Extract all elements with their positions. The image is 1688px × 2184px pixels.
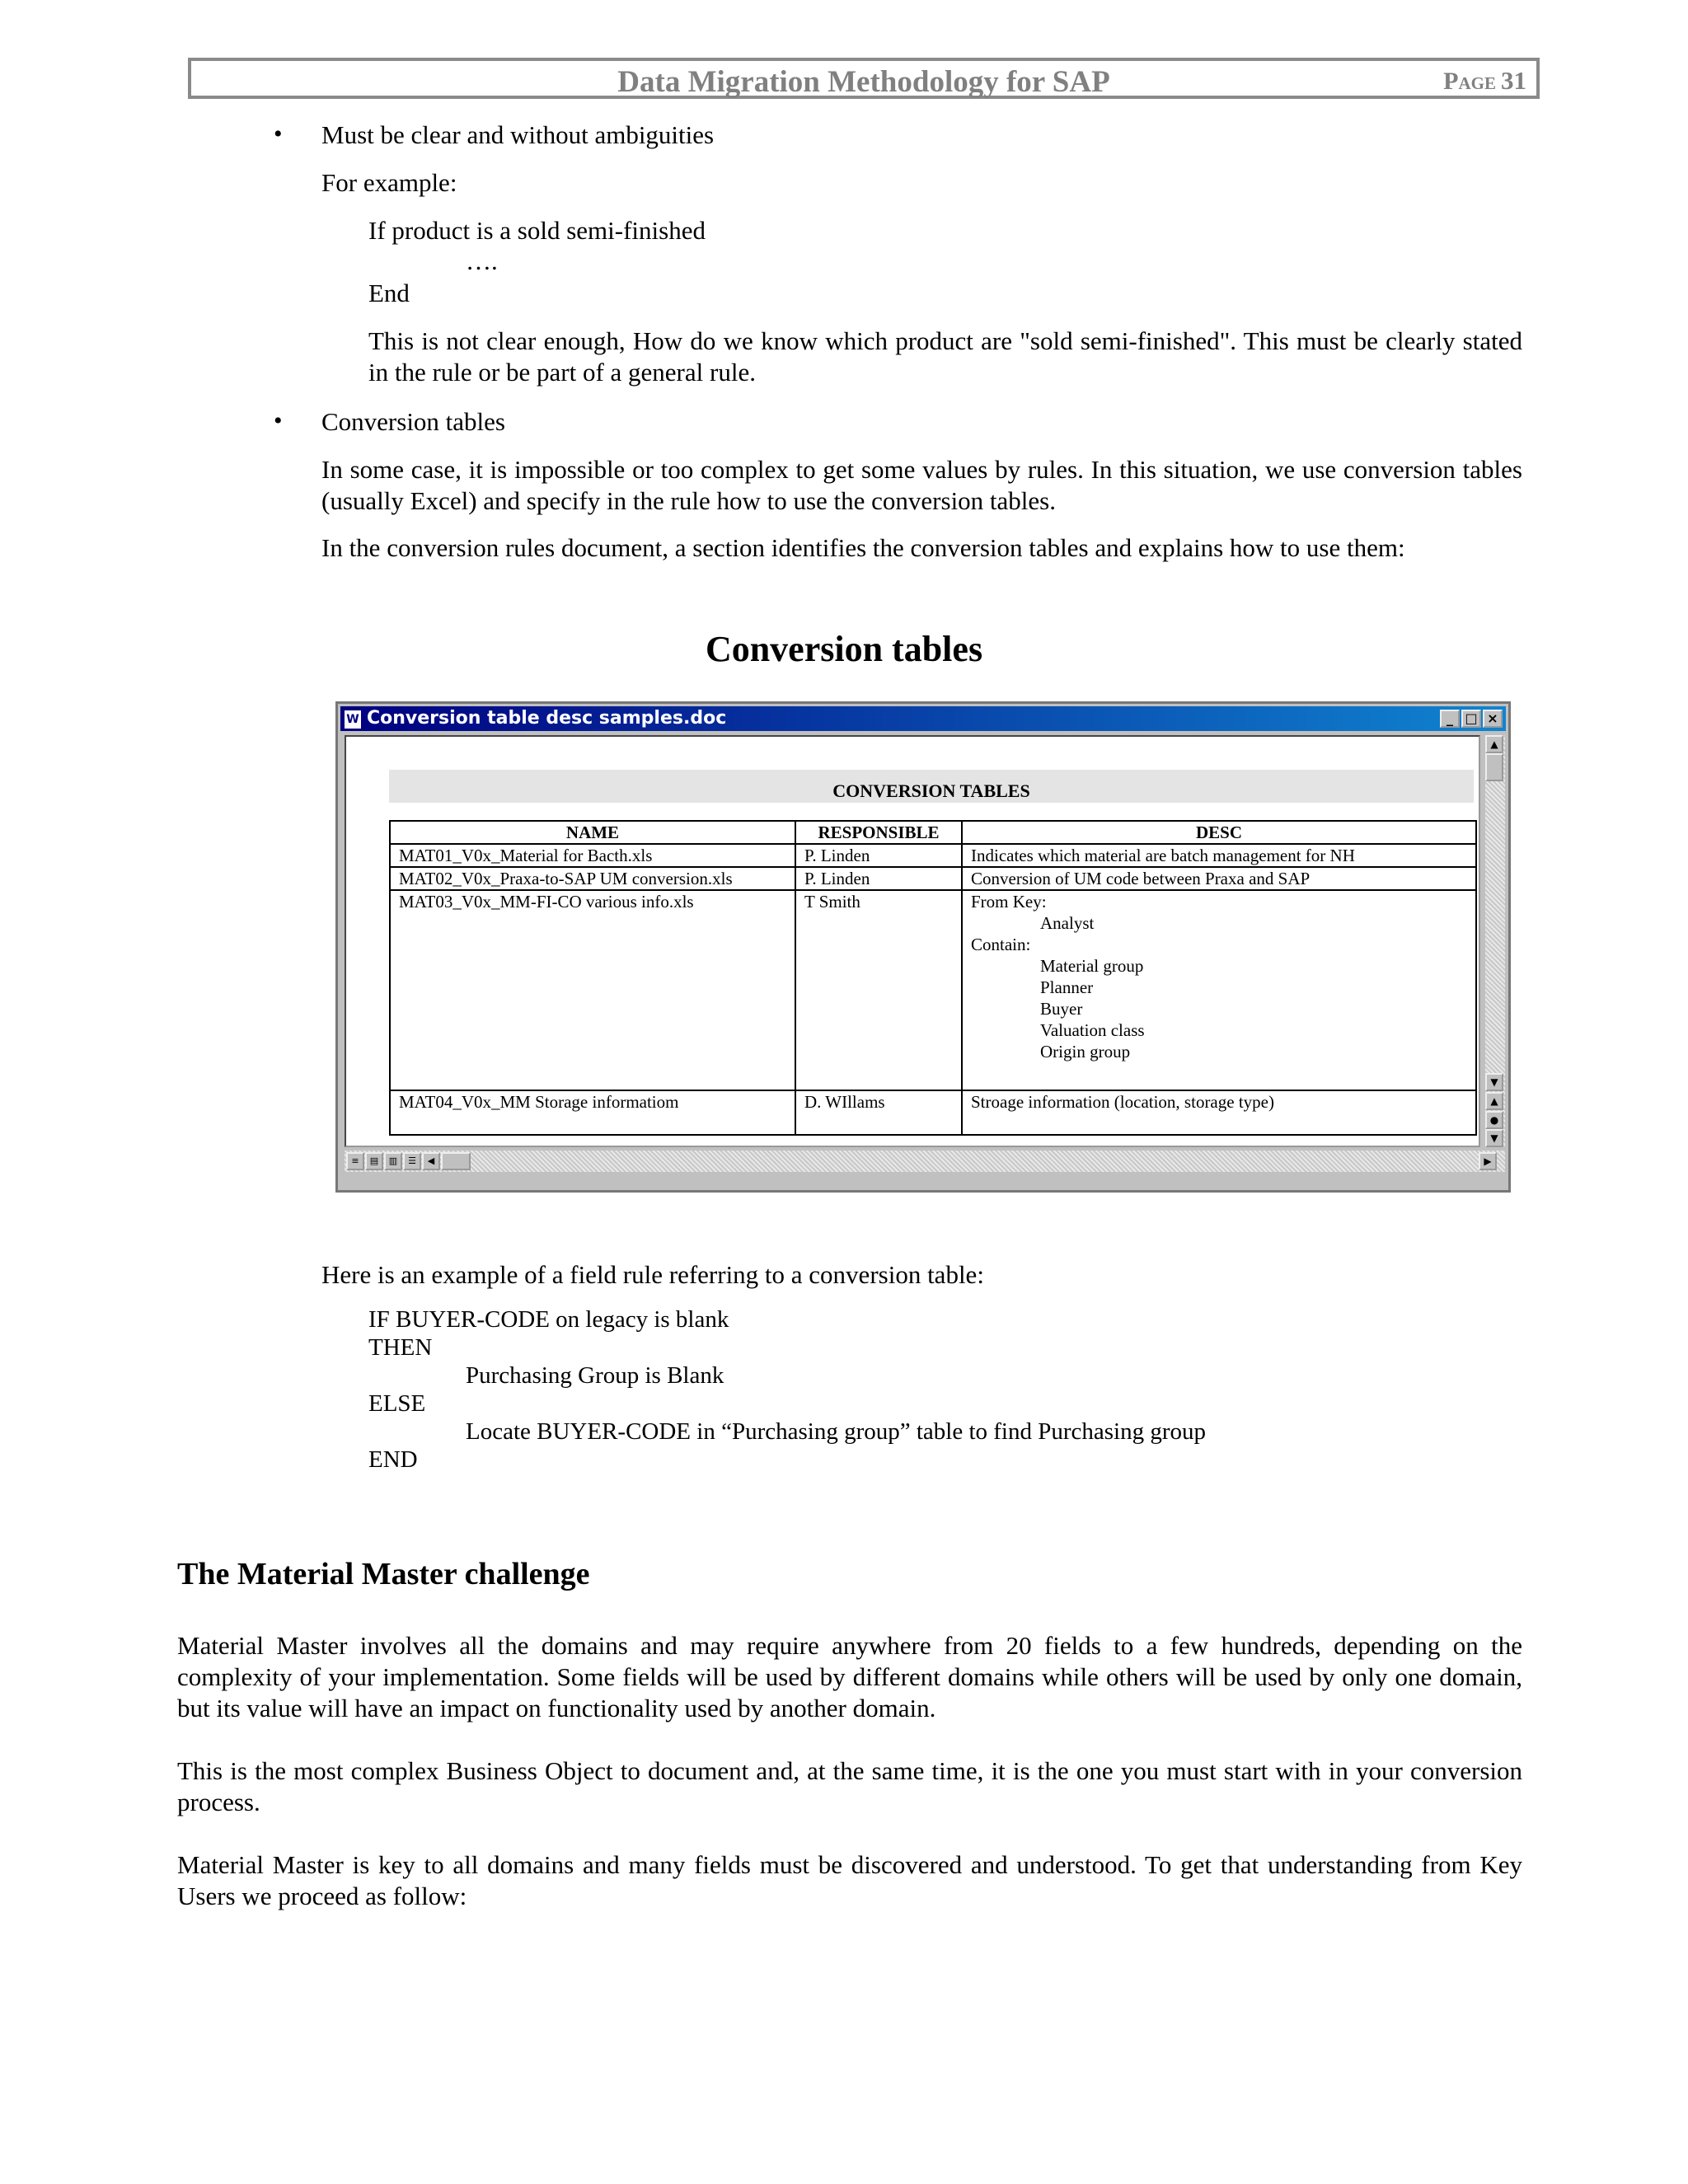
document-window xyxy=(335,701,1511,1193)
rule-line: IF BUYER-CODE on legacy is blank xyxy=(368,1306,729,1333)
scroll-thumb[interactable] xyxy=(1485,753,1503,781)
code-line: End xyxy=(368,279,410,307)
paragraph: In some case, it is impossible or too complex to get some values by rules. In this situation, we use conversion tables (usually Excel) and specify in the rule how to use the conversion tables. xyxy=(321,455,1522,515)
paragraph: Here is an example of a field rule referring to a conversion table: xyxy=(321,1260,984,1289)
cell-responsible: P. Linden xyxy=(795,844,962,867)
desc-key: Analyst xyxy=(1040,913,1095,933)
cell-name: MAT04_V0x_MM Storage informatiom xyxy=(390,1090,795,1135)
desc-contain-label: Contain: xyxy=(971,935,1031,954)
desc-contain-item: Material group xyxy=(1040,956,1144,976)
window-title-bar xyxy=(340,706,1506,731)
bullet-text: Must be clear and without ambiguities xyxy=(321,120,715,149)
table-row xyxy=(390,1090,1476,1135)
desc-key-label: From Key: xyxy=(971,892,1047,912)
web-view-icon[interactable]: ▤ xyxy=(365,1152,383,1170)
page-header xyxy=(188,58,1540,99)
window-title: Conversion table desc samples.doc xyxy=(367,708,727,729)
scroll-up-icon[interactable]: ▲ xyxy=(1485,735,1503,753)
table-heading: CONVERSION TABLES xyxy=(389,770,1474,803)
cell-desc: Indicates which material are batch management for NH xyxy=(962,844,1476,867)
page-view-icon[interactable]: ▥ xyxy=(384,1152,402,1170)
maximize-icon[interactable]: □ xyxy=(1461,710,1481,728)
column-header: DESC xyxy=(962,821,1476,844)
word-doc-icon: W xyxy=(344,710,362,729)
cell-name: MAT03_V0x_MM-FI-CO various info.xls xyxy=(390,890,795,1090)
column-header: NAME xyxy=(390,821,795,844)
bullet-icon: • xyxy=(274,120,283,148)
code-line: If product is a sold semi-finished xyxy=(368,216,706,245)
desc-contain-item: Valuation class xyxy=(1040,1020,1145,1040)
scroll-left-icon[interactable]: ◀ xyxy=(422,1152,440,1170)
close-icon[interactable]: × xyxy=(1483,710,1503,728)
cell-name: MAT01_V0x_Material for Bacth.xls xyxy=(390,844,795,867)
cell-desc: Stroage information (location, storage type) xyxy=(962,1090,1476,1135)
desc-contain-item: Buyer xyxy=(1040,999,1083,1019)
cell-responsible: P. Linden xyxy=(795,867,962,890)
column-header: RESPONSIBLE xyxy=(795,821,962,844)
cell-name: MAT02_V0x_Praxa-to-SAP UM conversion.xls xyxy=(390,867,795,890)
table-row xyxy=(390,844,1476,867)
document-title: Data Migration Methodology for SAP xyxy=(617,65,1110,99)
cell-responsible: D. WIllams xyxy=(795,1090,962,1135)
page-number-value: 31 xyxy=(1501,66,1526,95)
select-browse-object-icon[interactable]: ● xyxy=(1485,1111,1503,1129)
paragraph: This is the most complex Business Object to document and, at the same time, it is the one you must start with in your conversion process. xyxy=(177,1756,1522,1816)
desc-contain-item: Origin group xyxy=(1040,1042,1131,1062)
code-line: …. xyxy=(466,246,498,275)
minimize-icon[interactable]: _ xyxy=(1440,710,1460,728)
table-header-row xyxy=(390,821,1476,844)
rule-line: Purchasing Group is Blank xyxy=(466,1362,724,1389)
scroll-thumb[interactable] xyxy=(441,1152,471,1170)
scroll-right-icon[interactable]: ▶ xyxy=(1479,1152,1497,1170)
paragraph: Material Master is key to all domains and many fields must be discovered and understood. To get that understanding from Key Users we proceed as follow: xyxy=(177,1850,1522,1910)
table-row xyxy=(390,890,1476,1090)
page-label: Page xyxy=(1443,68,1496,95)
outline-view-icon[interactable]: ☰ xyxy=(403,1152,421,1170)
scroll-down-icon[interactable]: ▼ xyxy=(1485,1073,1503,1091)
document-content xyxy=(345,735,1480,1147)
rule-line: Locate BUYER-CODE in “Purchasing group” table to find Purchasing group xyxy=(466,1418,1207,1445)
horizontal-scrollbar[interactable] xyxy=(345,1151,1505,1172)
conversion-table xyxy=(389,820,1477,1136)
example-intro: For example: xyxy=(321,168,457,197)
vertical-scrollbar[interactable] xyxy=(1485,735,1505,1147)
bullet-icon: • xyxy=(274,407,283,434)
cell-desc xyxy=(962,890,1476,1090)
normal-view-icon[interactable]: ≡ xyxy=(346,1152,364,1170)
view-buttons xyxy=(346,1152,471,1170)
desc-contain-item: Planner xyxy=(1040,977,1094,997)
rule-line: END xyxy=(368,1446,418,1473)
table-row xyxy=(390,867,1476,890)
cell-desc: Conversion of UM code between Praxa and SAP xyxy=(962,867,1476,890)
next-page-icon[interactable]: ▼ xyxy=(1485,1129,1503,1147)
rule-line: THEN xyxy=(368,1334,433,1361)
page-number xyxy=(1443,66,1526,96)
window-controls xyxy=(1440,710,1503,728)
bullet-text: Conversion tables xyxy=(321,407,505,436)
previous-page-icon[interactable]: ▲ xyxy=(1485,1092,1503,1110)
section-title: The Material Master challenge xyxy=(177,1557,590,1591)
figure-title: Conversion tables xyxy=(705,629,983,669)
cell-responsible: T Smith xyxy=(795,890,962,1090)
paragraph: Material Master involves all the domains and may require anywhere from 20 fields to a few hundreds, depending on the complexity of your implementation. Some fields will be used by different domains while others will be used by only one domain, but its value will have an impact on functionality used by another domain. xyxy=(177,1631,1522,1722)
paragraph: In the conversion rules document, a section identifies the conversion tables and explains how to use them: xyxy=(321,533,1405,562)
rule-line: ELSE xyxy=(368,1390,426,1417)
paragraph: This is not clear enough, How do we know which product are "sold semi-finished". This must be clearly stated in the rule or be part of a general rule. xyxy=(368,326,1522,387)
